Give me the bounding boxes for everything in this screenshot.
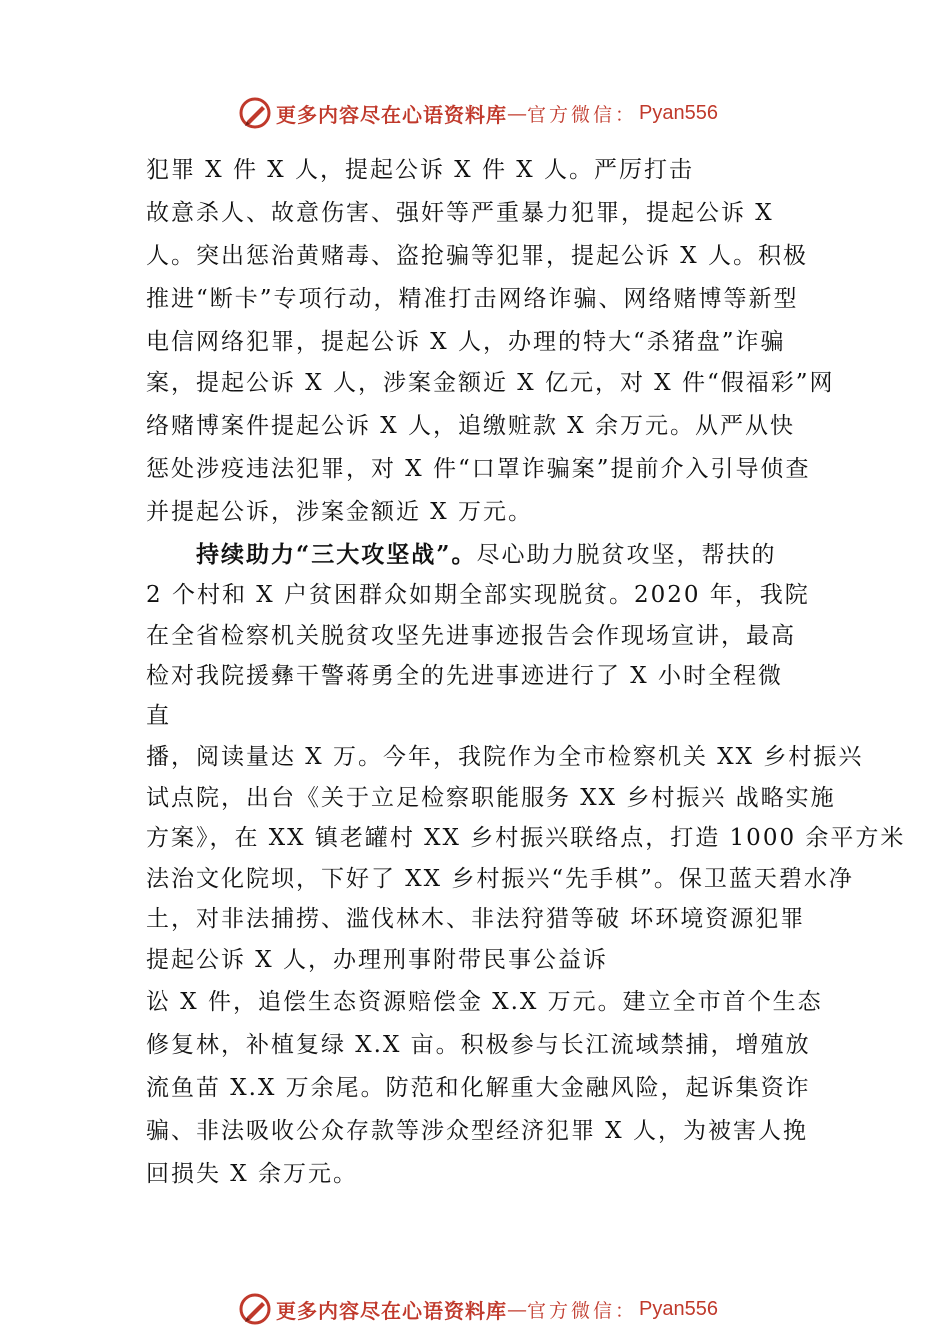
text-line: 直 xyxy=(146,703,171,729)
text-line: 方案》，在 XX 镇老罐村 XX 乡村振兴联络点，打造 1000 余平方米 xyxy=(146,825,906,851)
text-span: 尽心助力脱贫攻坚，帮扶的 xyxy=(476,542,777,568)
watermark-id: Pyan556 xyxy=(639,1297,718,1320)
text-line: 播，阅读量达 X 万。今年，我院作为全市检察机关 XX 乡村振兴 xyxy=(146,744,864,770)
watermark-label: 官方微信： xyxy=(527,1299,638,1322)
text-line: 在全省检察机关脱贫攻坚先进事迹报告会作现场宣讲，最高 xyxy=(146,623,796,649)
watermark-dash: — xyxy=(507,101,527,125)
text-line: 惩处涉疫违法犯罪，对 X 件“口罩诈骗案”提前介入引导侦查 xyxy=(146,456,811,482)
text-line: 回损失 X 余万元。 xyxy=(146,1161,358,1187)
text-line: 骗、非法吸收公众存款等涉众型经济犯罪 X 人，为被害人挽 xyxy=(146,1118,808,1144)
text-line: 修复林，补植复绿 X.X 亩。积极参与长江流域禁捕，增殖放 xyxy=(146,1032,811,1058)
text-line: 并提起公诉，涉案金额近 X 万元。 xyxy=(146,499,533,525)
text-line: 2 个村和 X 户贫困群众如期全部实现脱贫。2020 年，我院 xyxy=(146,582,810,608)
text-line xyxy=(196,540,776,570)
text-line: 法治文化院坝，下好了 XX 乡村振兴“先手棋”。保卫蓝天碧水净 xyxy=(146,866,854,892)
text-line: 试点院，出台《关于立足检察职能服务 XX 乡村振兴 战略实施 xyxy=(146,785,836,811)
text-line: 人。突出惩治黄赌毒、盗抢骗等犯罪，提起公诉 X 人。积极 xyxy=(146,243,808,269)
text-line: 犯罪 X 件 X 人，提起公诉 X 件 X 人。严厉打击 xyxy=(146,157,694,183)
header-watermark xyxy=(238,96,718,130)
text-line: 讼 X 件，追偿生态资源赔偿金 X.X 万元。建立全市首个生态 xyxy=(146,989,823,1015)
watermark-text: 更多内容尽在心语资料库 xyxy=(276,1298,507,1323)
text-line: 土，对非法捕捞、滥伐林木、非法狩猎等破 坏环境资源犯罪 xyxy=(146,906,806,932)
text-line: 案，提起公诉 X 人，涉案金额近 X 亿元，对 X 件“假福彩”网 xyxy=(146,370,835,396)
text-line: 流鱼苗 X.X 万余尾。防范和化解重大金融风险，起诉集资诈 xyxy=(146,1075,811,1101)
text-line: 提起公诉 X 人，办理刑事附带民事公益诉 xyxy=(146,947,608,973)
footer-watermark xyxy=(238,1292,718,1326)
watermark-id: Pyan556 xyxy=(639,101,718,124)
pen-logo-icon xyxy=(238,1292,272,1326)
text-line: 检对我院援彝干警蒋勇全的先进事迹进行了 X 小时全程微 xyxy=(146,663,783,689)
text-line: 络赌博案件提起公诉 X 人，追缴赃款 X 余万元。从严从快 xyxy=(146,413,795,439)
section-heading: 持续助力“三大攻坚战”。 xyxy=(196,541,477,568)
text-line: 故意杀人、故意伤害、强奸等严重暴力犯罪，提起公诉 X xyxy=(146,200,774,226)
text-line: 推进“断卡”专项行动，精准打击网络诈骗、网络赌博等新型 xyxy=(146,286,799,312)
watermark-dash: — xyxy=(507,1297,527,1321)
watermark-text: 更多内容尽在心语资料库 xyxy=(276,102,507,127)
pen-logo-icon xyxy=(238,96,272,130)
text-line: 电信网络犯罪，提起公诉 X 人，办理的特大“杀猪盘”诈骗 xyxy=(146,329,786,355)
watermark-label: 官方微信： xyxy=(527,103,638,126)
